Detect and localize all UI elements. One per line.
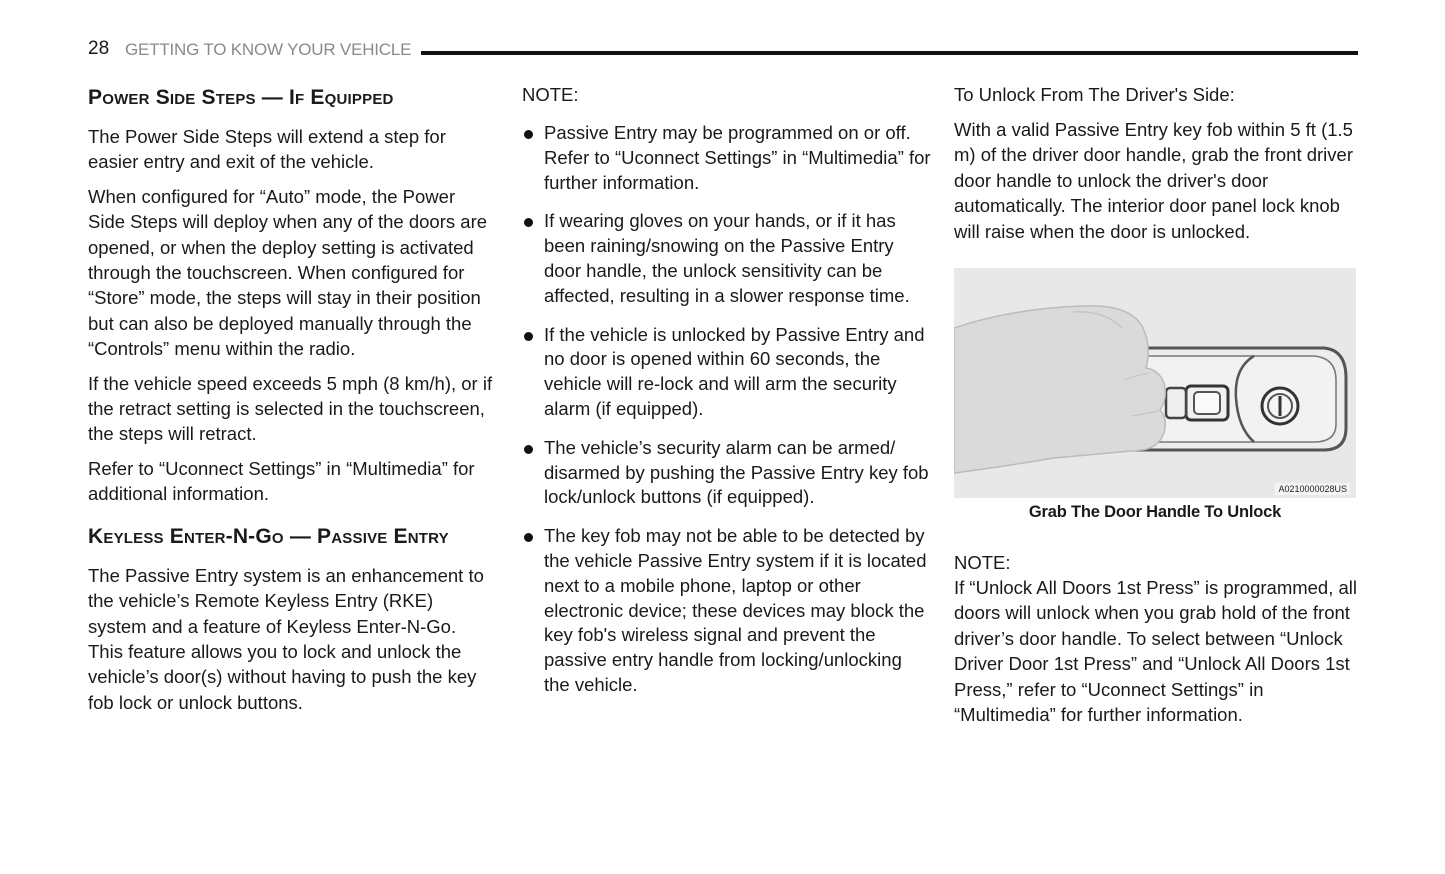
paragraph: The Passive Entry system is an enhancement to the vehicle’s Remote Keyless Entry (RKE) system and a feature of Keyless Enter-N-Go. This feature allows you to lock and unlock the vehicle’s door(s) without having to push the key fob lock or unlock buttons.	[88, 564, 484, 713]
list-item-text: If the vehicle is unlocked by Passive Entry and no door is opened within 60 seconds, the vehicle will re-lock and will arm the security alarm (if equipped).	[544, 323, 925, 419]
column-middle	[522, 82, 932, 712]
note-label: NOTE:	[954, 552, 1011, 574]
page-number: 28	[88, 38, 110, 59]
list-item-text: The vehicle’s security alarm can be armed/ disarmed by pushing the Passive Entry key fob lock/unlock buttons (if equipped).	[544, 436, 929, 508]
door-handle-illustration	[954, 268, 1356, 498]
subheading-unlock-drivers-side: To Unlock From The Driver's Side:	[954, 84, 1235, 105]
bullet-icon	[524, 332, 533, 341]
note-label: NOTE:	[522, 84, 579, 105]
figure-caption: Grab The Door Handle To Unlock	[1028, 503, 1282, 522]
paragraph: When configured for “Auto” mode, the Power Side Steps will deploy when any of the doors are opened, or when the deploy setting is activated through the touchscreen. When configured for “Store” mode, the steps will stay in their position but can also be deployed manually through the “Controls” menu within the radio.	[88, 185, 488, 360]
list-item-text: If wearing gloves on your hands, or if it has been raining/snowing on the Passive Entry door handle, the unlock sensitivity can be affected, resulting in a slower response time.	[544, 210, 910, 306]
note-block	[954, 550, 1359, 727]
paragraph: Refer to “Uconnect Settings” in “Multimedia” for additional information.	[88, 457, 475, 505]
note-bullet-list	[522, 121, 932, 698]
bullet-icon	[524, 218, 533, 227]
figure-code: A0210000028US	[1275, 483, 1350, 495]
list-item-text: The key fob may not be able to be detected by the vehicle Passive Entry system if it is located next to a mobile phone, laptop or other electronic device; these devices may block the key fob's wireless signal and prevent the passive entry handle from locking/unlocking the vehicle.	[544, 525, 927, 695]
list-item	[522, 121, 932, 195]
list-item-text: Passive Entry may be programmed on or off. Refer to “Uconnect Settings” in “Multimedia” for further information.	[544, 122, 931, 193]
section-heading-keyless-enter-n-go: Keyless Enter-N-Go — Passive Entry	[88, 524, 449, 548]
paragraph: The Power Side Steps will extend a step for easier entry and exit of the vehicle.	[88, 126, 446, 173]
column-right	[954, 82, 1359, 736]
column-left	[88, 82, 493, 724]
bullet-icon	[524, 533, 533, 542]
door-handle-image	[954, 268, 1356, 498]
header-rule	[421, 51, 1358, 55]
list-item	[522, 524, 932, 698]
list-item	[522, 436, 932, 510]
paragraph: With a valid Passive Entry key fob within 5 ft (1.5 m) of the driver door handle, grab the front driver door handle to unlock the driver's door automatically. The interior door panel lock knob will raise when the door is unlocked.	[954, 119, 1353, 242]
page-header	[88, 38, 1358, 64]
list-item	[522, 209, 932, 308]
paragraph: If the vehicle speed exceeds 5 mph (8 km/h), or if the retract setting is selected in the touchscreen, the steps will retract.	[88, 372, 493, 445]
chapter-title: GETTING TO KNOW YOUR VEHICLE	[125, 40, 412, 59]
note-text: If “Unlock All Doors 1st Press” is programmed, all doors will unlock when you grab hold of the front driver’s door handle. To select between “Unlock Driver Door 1st Press” and “Unlock All Doors 1st Press,” refer to “Uconnect Settings” in “Multimedia” for further information.	[954, 577, 1358, 726]
section-heading-power-side-steps: Power Side Steps — If Equipped	[88, 86, 394, 109]
list-item	[522, 323, 932, 422]
bullet-icon	[524, 130, 533, 139]
bullet-icon	[524, 445, 533, 454]
